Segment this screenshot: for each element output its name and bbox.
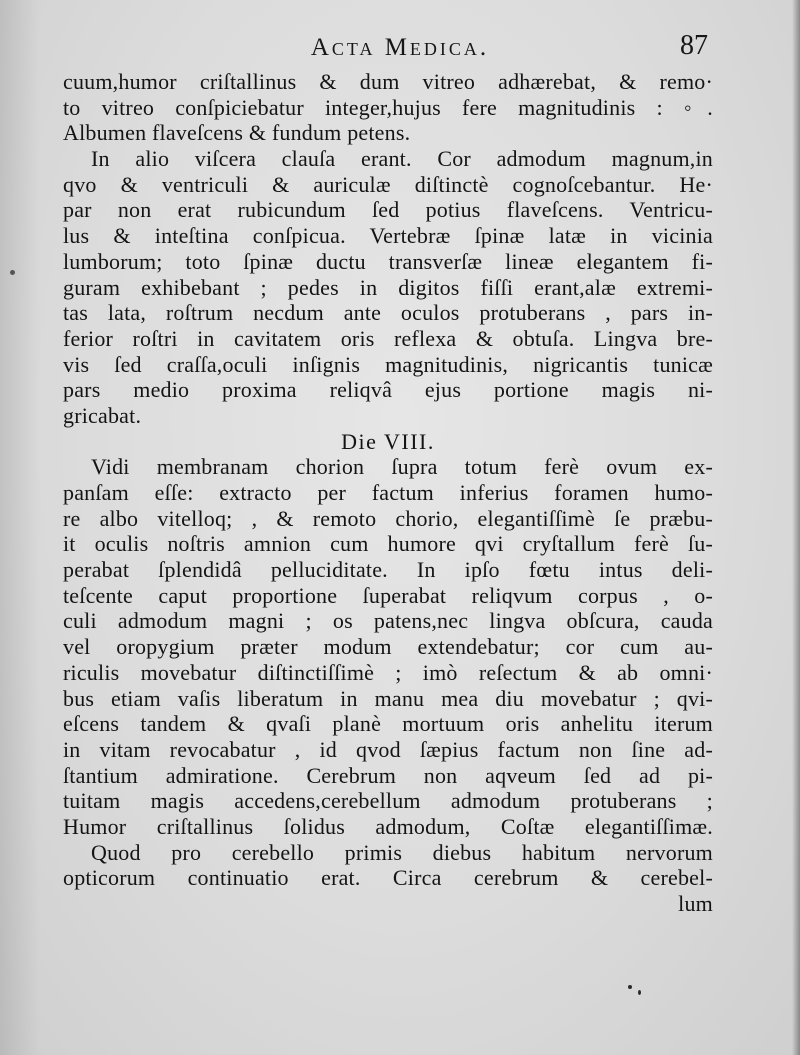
- text-line: perabat ſplendidâ pelluciditate. In ipſo fœtu intus deli-: [63, 557, 713, 583]
- text-line: Quod pro cerebello primis diebus habitum nervorum: [91, 839, 713, 865]
- page-number: 87: [680, 30, 708, 61]
- text-line: re albo vitelloq; , & remoto chorio, elegantiſſimè ſe præbu-: [63, 505, 713, 531]
- text-line: Albumen flaveſcens & fundum petens.: [63, 120, 411, 146]
- text-line: opticorum continuatio erat. Circa cerebrum & cerebel-: [63, 865, 713, 891]
- text-line: to vitreo conſpiciebatur integer,hujus fere magnitudinis : ◦.: [63, 94, 713, 120]
- text-line: bus etiam vaſis liberatum in manu mea diu movebatur ; qvi-: [63, 685, 713, 711]
- text-line: teſcente caput proportione ſuperabat reliqvum corpus , o-: [63, 582, 713, 608]
- text-line: eſcens tandem & qvaſi planè mortuum oris anhelitu iterum: [63, 711, 713, 737]
- running-title: Acta Medica.: [310, 34, 490, 61]
- gutter-shadow: [0, 0, 40, 1055]
- catchword: lum: [678, 891, 713, 916]
- text-line: Vidi membranam chorion ſupra totum ferè ovum ex-: [91, 454, 713, 480]
- ink-speck: [638, 990, 641, 995]
- ink-speck: [10, 270, 15, 275]
- page-edge: [792, 0, 800, 1055]
- text-line: it oculis noſtris amnion cum humore qvi cryſtallum ferè ſu-: [63, 531, 713, 557]
- text-line: In alio viſcera clauſa erant. Cor admodum magnum,in: [91, 146, 713, 172]
- text-line: ferior roſtri in cavitatem oris reflexa & obtuſa. Lingva bre-: [63, 325, 713, 351]
- text-line: gricabat.: [63, 402, 142, 428]
- text-line: tuitam magis accedens,cerebellum admodum protuberans ;: [63, 788, 713, 814]
- text-line: ſtantium admiratione. Cerebrum non aqveum ſed ad pi-: [63, 762, 713, 788]
- ink-speck: [628, 985, 632, 989]
- text-block: [63, 69, 713, 917]
- text-line: guram exhibebant ; pedes in digitos fiſſi erant,alæ extremi-: [63, 274, 713, 300]
- text-line: Humor criſtallinus ſolidus admodum, Coſtæ elegantiſſimæ.: [63, 813, 713, 839]
- text-line: culi admodum magni ; os patens,nec lingva obſcura, cauda: [63, 608, 713, 634]
- text-line: par non erat rubicundum ſed potius flaveſcens. Ventricu-: [63, 197, 713, 223]
- text-line: riculis movebatur diſtinctiſſimè ; imò reſectum & ab omni·: [63, 659, 713, 685]
- text-line: tas lata, roſtrum necdum ante oculos protuberans , pars in-: [63, 300, 713, 326]
- running-head: [0, 30, 800, 66]
- text-line: vel oropygium præter modum extendebatur; cor cum au-: [63, 634, 713, 660]
- text-line: cuum,humor criſtallinus & dum vitreo adhærebat, & remo·: [63, 69, 713, 94]
- text-line: panſam eſſe: extracto per factum inferius foramen humo-: [63, 480, 713, 505]
- text-line: lumborum; toto ſpinæ ductu transverſæ lineæ elegantem fi-: [63, 248, 713, 274]
- text-line: qvo & ventriculi & auriculæ diſtinctè cognoſcebantur. He·: [63, 171, 713, 197]
- text-line: in vitam revocabatur , id qvod ſæpius factum non ſine ad-: [63, 736, 713, 762]
- text-line: pars medio proxima reliqvâ ejus portione magis ni-: [63, 377, 713, 403]
- section-heading: Die VIII.: [341, 428, 435, 454]
- text-line: vis ſed craſſa,oculi inſignis magnitudinis, nigricantis tunicæ: [63, 351, 713, 377]
- text-line: lus & inteſtina conſpicua. Vertebræ ſpinæ latæ in vicinia: [63, 223, 713, 249]
